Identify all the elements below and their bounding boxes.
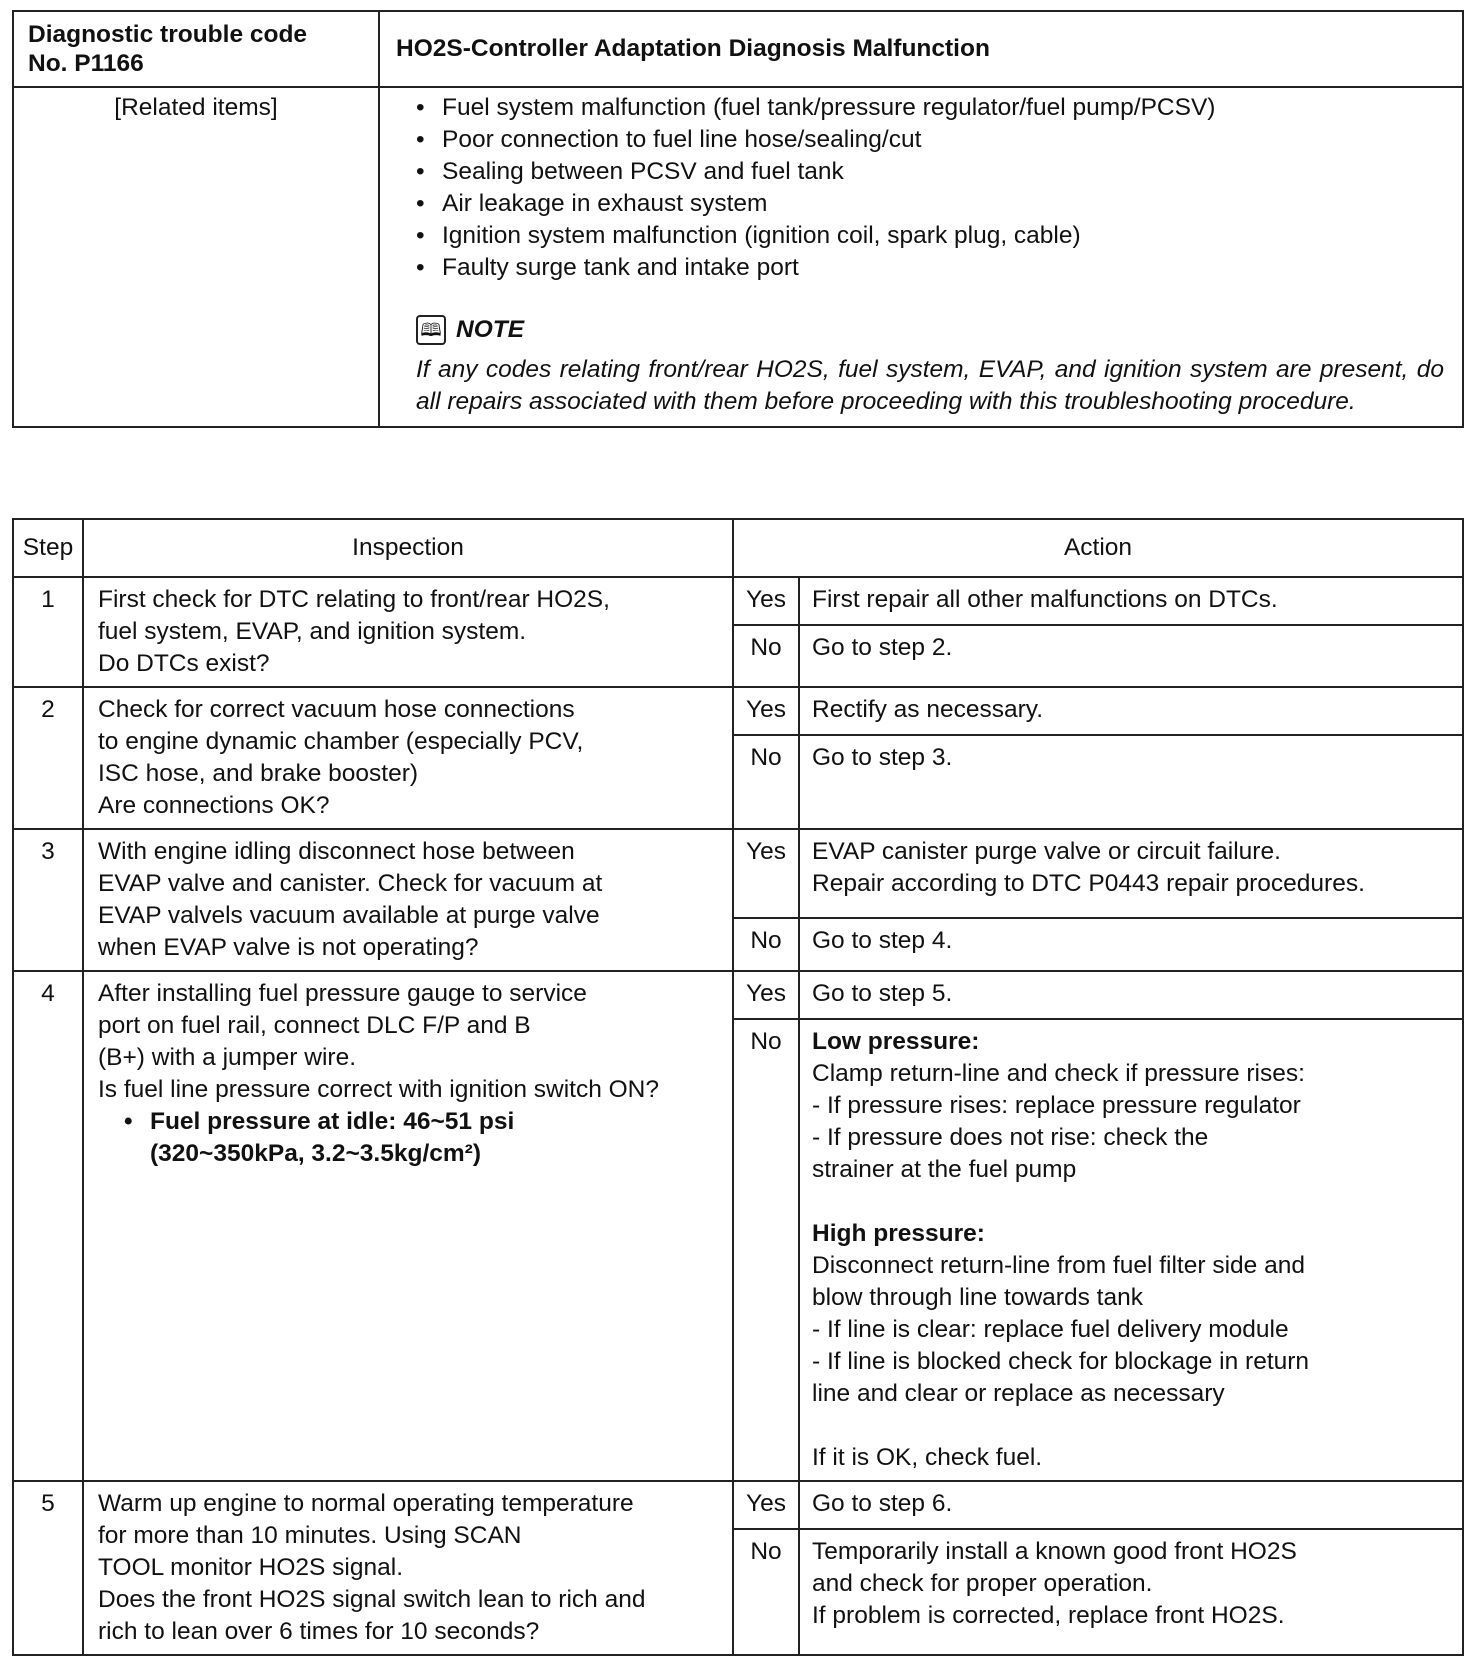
- action-line: Rectify as necessary.: [812, 696, 1044, 723]
- no-label: No: [733, 735, 799, 829]
- yes-action: [799, 1481, 1463, 1529]
- inspection-line: fuel system, EVAP, and ignition system.: [98, 618, 527, 645]
- no-action: [799, 918, 1463, 971]
- action-line: Go to step 5.: [812, 980, 953, 1007]
- action-line: First repair all other malfunctions on DTCs.: [812, 586, 1278, 613]
- action-line: Clamp return-line and check if pressure rises:: [812, 1060, 1305, 1087]
- action-line: and check for proper operation.: [812, 1570, 1153, 1597]
- yes-action: [799, 829, 1463, 918]
- troubleshooting-table: [12, 518, 1464, 1656]
- step-inspection: [83, 577, 733, 687]
- no-action: [799, 1019, 1463, 1481]
- inspection-line: Does the front HO2S signal switch lean to rich and: [98, 1586, 646, 1613]
- related-item: • Air leakage in exhaust system: [416, 188, 1448, 220]
- dtc-label: [13, 11, 379, 87]
- step-inspection: [83, 829, 733, 971]
- inspection-line: to engine dynamic chamber (especially PCV,: [98, 728, 584, 755]
- inspection-line: Is fuel line pressure correct with ignition switch ON?: [98, 1076, 659, 1103]
- step-inspection: [83, 687, 733, 829]
- low-pressure-title: Low pressure:: [812, 1028, 980, 1055]
- no-label: No: [733, 625, 799, 687]
- yes-label: Yes: [733, 687, 799, 735]
- action-line: Go to step 4.: [812, 927, 953, 955]
- action-line: Disconnect return-line from fuel filter side and: [812, 1252, 1305, 1279]
- inspection-line: port on fuel rail, connect DLC F/P and B: [98, 1012, 531, 1039]
- inspection-line: Warm up engine to normal operating temperature: [98, 1490, 634, 1517]
- inspection-line: ISC hose, and brake booster): [98, 760, 419, 787]
- dtc-header-table: [12, 10, 1464, 428]
- note-title: NOTE: [456, 316, 525, 343]
- dtc-title: HO2S-Controller Adaptation Diagnosis Malfunction: [379, 11, 1463, 87]
- action-line: Go to step 3.: [812, 744, 953, 771]
- related-items-label: [Related items]: [13, 87, 379, 427]
- action-line: Temporarily install a known good front HO2S: [812, 1538, 1297, 1565]
- related-items-cell: [379, 87, 1463, 427]
- action-line: If it is OK, check fuel.: [812, 1444, 1043, 1471]
- inspection-line: when EVAP valve is not operating?: [98, 934, 479, 961]
- step-inspection: [83, 1481, 733, 1655]
- inspection-line: After installing fuel pressure gauge to service: [98, 980, 587, 1007]
- note-text: If any codes relating front/rear HO2S, fuel system, EVAP, and ignition system are present, do all repairs associated with them before proceeding with this troubleshooting procedure.: [416, 356, 1444, 415]
- yes-label: Yes: [733, 577, 799, 625]
- step-number: 3: [13, 829, 83, 971]
- related-item: • Ignition system malfunction (ignition coil, spark plug, cable): [416, 220, 1448, 252]
- action-line: EVAP canister purge valve or circuit failure.: [812, 838, 1281, 865]
- inspection-line: rich to lean over 6 times for 10 seconds?: [98, 1618, 540, 1645]
- book-icon: 🕮: [416, 315, 446, 345]
- step-number: 2: [13, 687, 83, 829]
- action-line: - If line is clear: replace fuel delivery module: [812, 1316, 1289, 1343]
- yes-label: Yes: [733, 829, 799, 918]
- fuel-pressure-spec-metric: (320~350kPa, 3.2~3.5kg/cm²): [150, 1140, 481, 1167]
- step-number: 4: [13, 971, 83, 1481]
- related-item: • Sealing between PCSV and fuel tank: [416, 156, 1448, 188]
- inspection-line: EVAP valvels vacuum available at purge valve: [98, 902, 600, 929]
- no-action: [799, 625, 1463, 687]
- inspection-line: TOOL monitor HO2S signal.: [98, 1554, 404, 1581]
- col-action-header: Action: [733, 519, 1463, 577]
- fuel-pressure-spec: • Fuel pressure at idle: 46~51 psi: [124, 1106, 718, 1138]
- action-line: blow through line towards tank: [812, 1284, 1143, 1311]
- action-line: line and clear or replace as necessary: [812, 1380, 1225, 1407]
- yes-label: Yes: [733, 971, 799, 1019]
- related-item: • Faulty surge tank and intake port: [416, 252, 1448, 284]
- action-line: - If pressure rises: replace pressure regulator: [812, 1092, 1301, 1119]
- action-line: strainer at the fuel pump: [812, 1156, 1077, 1183]
- action-line: - If pressure does not rise: check the: [812, 1124, 1209, 1151]
- note-header: [416, 314, 1448, 346]
- inspection-line: Are connections OK?: [98, 792, 330, 819]
- no-label: No: [733, 918, 799, 971]
- dtc-code: No. P1166: [28, 50, 144, 77]
- action-line: Repair according to DTC P0443 repair procedures.: [812, 870, 1365, 897]
- no-action: [799, 735, 1463, 829]
- inspection-line: Do DTCs exist?: [98, 650, 270, 677]
- no-label: No: [733, 1529, 799, 1655]
- inspection-line: With engine idling disconnect hose between: [98, 838, 575, 865]
- yes-action: [799, 577, 1463, 625]
- action-line: Go to step 2.: [812, 634, 953, 661]
- inspection-line: Check for correct vacuum hose connections: [98, 696, 575, 723]
- dtc-label-line1: Diagnostic trouble code: [28, 21, 308, 48]
- action-line: - If line is blocked check for blockage in return: [812, 1348, 1310, 1375]
- inspection-line: First check for DTC relating to front/rear HO2S,: [98, 586, 610, 613]
- action-line: Go to step 6.: [812, 1490, 953, 1517]
- yes-action: [799, 971, 1463, 1019]
- no-label: No: [733, 1019, 799, 1481]
- yes-label: Yes: [733, 1481, 799, 1529]
- no-action: [799, 1529, 1463, 1655]
- related-items-list: [416, 92, 1448, 284]
- col-inspection-header: Inspection: [83, 519, 733, 577]
- related-item: • Poor connection to fuel line hose/sealing/cut: [416, 124, 1448, 156]
- yes-action: [799, 687, 1463, 735]
- inspection-line: EVAP valve and canister. Check for vacuum at: [98, 870, 603, 897]
- inspection-line: for more than 10 minutes. Using SCAN: [98, 1522, 522, 1549]
- action-line: If problem is corrected, replace front HO2S.: [812, 1602, 1285, 1629]
- inspection-line: (B+) with a jumper wire.: [98, 1044, 357, 1071]
- high-pressure-title: High pressure:: [812, 1220, 985, 1247]
- col-step-header: Step: [13, 519, 83, 577]
- step-number: 5: [13, 1481, 83, 1655]
- step-inspection: [83, 971, 733, 1481]
- related-item: • Fuel system malfunction (fuel tank/pressure regulator/fuel pump/PCSV): [416, 92, 1448, 124]
- step-number: 1: [13, 577, 83, 687]
